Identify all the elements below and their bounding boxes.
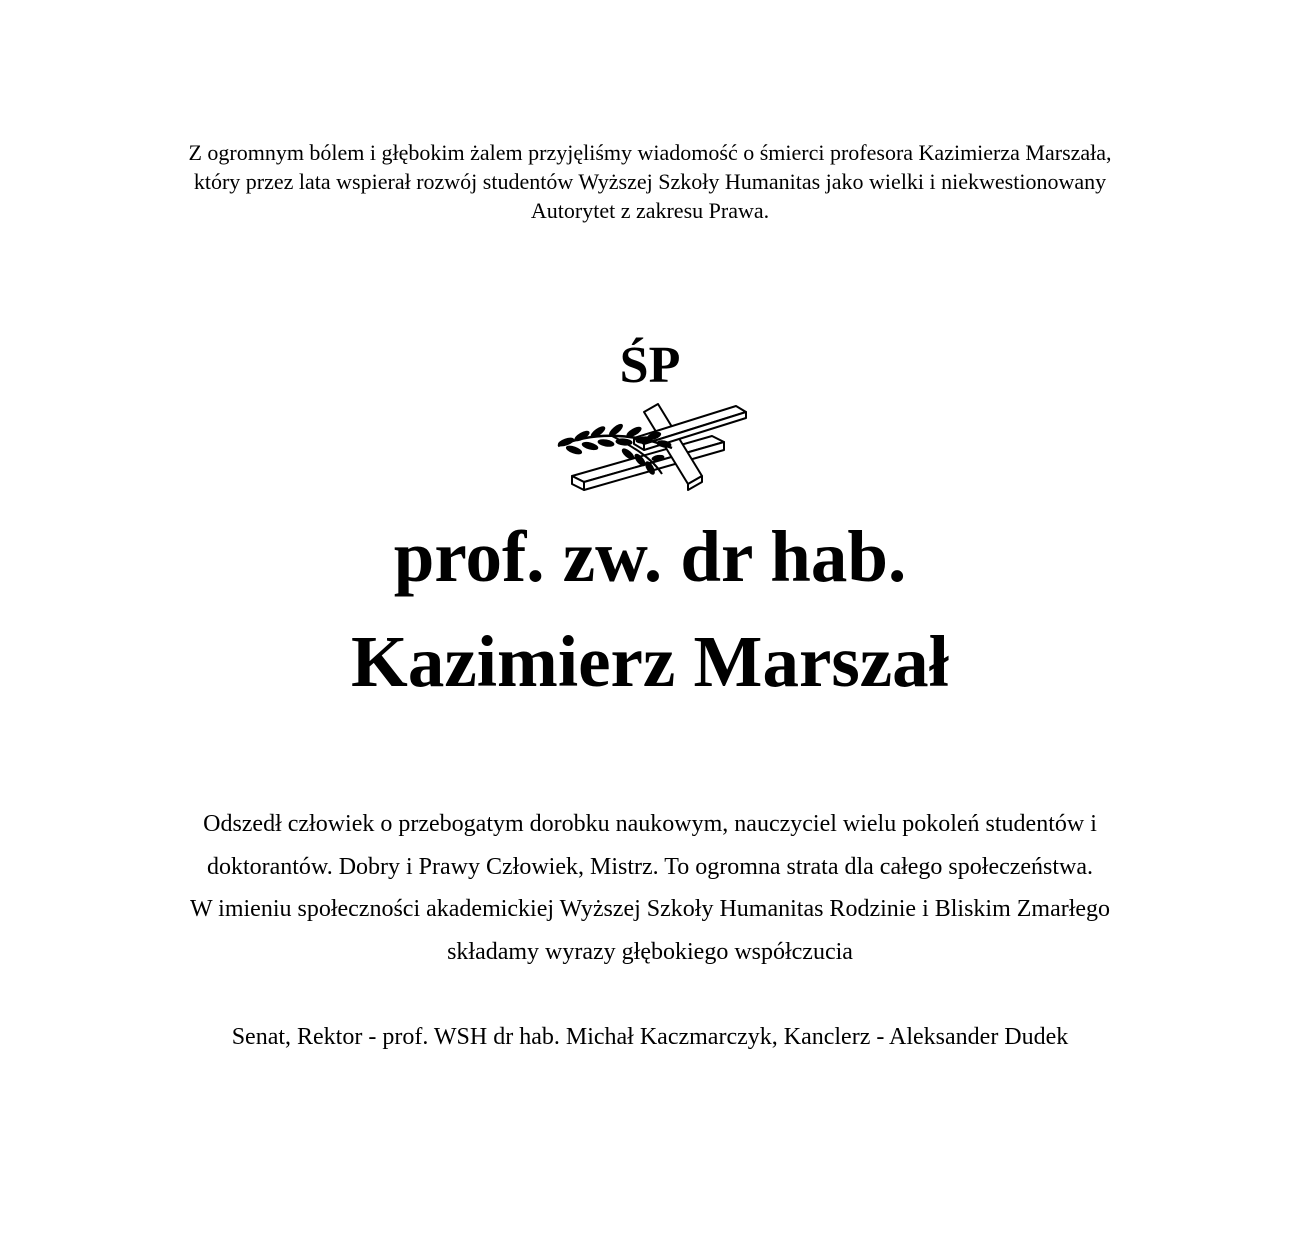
condolence-line: doktorantów. Dobry i Prawy Człowiek, Mistrz. To ogromna strata dla całego społeczeństwa. xyxy=(206,853,1094,880)
academic-title: prof. zw. dr hab. xyxy=(393,516,907,597)
deceased-name: Kazimierz Marszał xyxy=(351,621,949,702)
condolence-line: W imieniu społeczności akademickiej Wyższej Szkoły Humanitas Rodzinie i Bliskim Zmarłego xyxy=(189,896,1111,922)
sp-abbreviation: ŚP xyxy=(619,337,681,394)
intro-line: który przez lata wspierał rozwój studentów Wyższej Szkoły Humanitas jako wielki i niekwestionowany xyxy=(193,169,1107,194)
condolence-paragraph xyxy=(80,803,1220,973)
signature-line: Senat, Rektor - prof. WSH dr hab. Michał Kaczmarczyk, Kanclerz - Aleksander Dudek xyxy=(231,1024,1069,1050)
cross-with-palm-branch-icon xyxy=(552,396,748,494)
intro-line: Z ogromnym bólem i głębokim żalem przyjęliśmy wiadomość o śmierci profesora Kazimierza Marszała, xyxy=(188,140,1112,165)
intro-line: Autorytet z zakresu Prawa. xyxy=(530,198,770,223)
condolence-line: Odszedł człowiek o przebogatym dorobku naukowym, nauczyciel wielu pokoleń studentów i xyxy=(203,811,1097,837)
intro-paragraph xyxy=(100,138,1200,225)
condolence-line: składamy wyrazy głębokiego współczucia xyxy=(447,938,853,965)
